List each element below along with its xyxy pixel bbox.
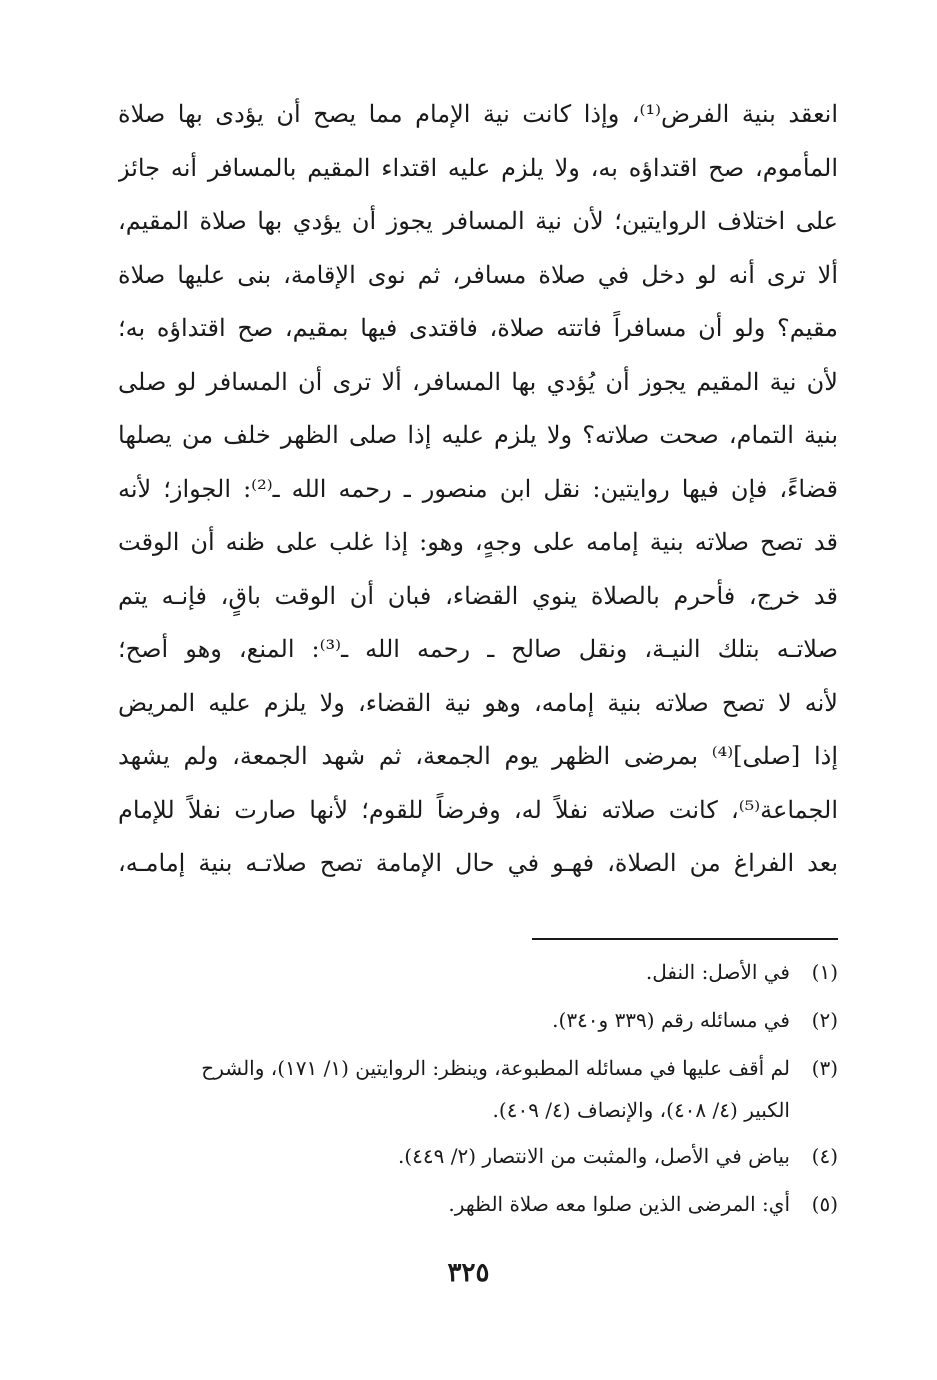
footnote-item xyxy=(118,1182,838,1226)
footnote-text xyxy=(118,1046,790,1130)
page-number: ٣٢٥ xyxy=(447,1258,490,1288)
footnote-separator xyxy=(532,938,838,940)
text-line: قد تصح صلاته بنية إمامه على وجهٍ، وهو: إذا غلب على ظنه أن الوقت xyxy=(118,528,838,556)
text-line: قد خرج، فأحرم بالصلاة ينوي القضاء، فبان أن الوقت باقٍ، فإنـه يتم xyxy=(118,581,838,610)
footnote-text-continuation: الكبير (٤/ ٤٠٨)، والإنصاف (٤/ ٤٠٩). xyxy=(492,1098,790,1122)
footnote-number: (٥) xyxy=(811,1192,838,1216)
footnote-text xyxy=(118,998,790,1042)
footnote-text xyxy=(118,1134,790,1178)
footnote-text-line: بياض في الأصل، والمثبت من الانتصار (٢/ ٤٤٩). xyxy=(397,1144,790,1168)
text-line: صلاتـه بتلك النيـة، ونقل صالح ـ رحمه الله ـ⁽³⁾: المنع، وهو أصح؛ xyxy=(118,635,838,663)
text-line: ألا ترى أنه لو دخل في صلاة مسافر، ثم نوى الإقامة، بنى عليها صلاة xyxy=(118,260,838,289)
footnote-number: (٣) xyxy=(811,1056,838,1080)
text-line: لأنه لا تصح صلاته بنية إمامه، وهو نية القضاء، ولا يلزم عليه المريض xyxy=(118,688,838,717)
footnote-text xyxy=(118,1182,790,1226)
text-line: قضاءً، فإن فيها روايتين: نقل ابن منصور ـ رحمه الله ـ⁽²⁾: الجواز؛ لأنه xyxy=(118,474,838,503)
footnotes xyxy=(118,950,838,1230)
text-line: بعد الفراغ من الصلاة، فهـو في حال الإمامة تصح صلاتـه بنية إمامـه، xyxy=(118,849,838,877)
text-line: انعقد بنية الفرض⁽¹⁾، وإذا كانت نية الإمام مما يصح أن يؤدى بها صلاة xyxy=(118,100,838,128)
text-line: الجماعة⁽⁵⁾، كانت صلاته نفلاً له، وفرضاً للقوم؛ لأنها صارت نفلاً للإمام xyxy=(118,795,838,824)
footnote-item xyxy=(118,998,838,1042)
footnote-text xyxy=(118,950,790,994)
footnote-text-line: أي: المرضى الذين صلوا معه صلاة الظهر. xyxy=(448,1192,790,1216)
text-line: على اختلاف الروايتين؛ لأن نية المسافر يجوز أن يؤدي بها صلاة المقيم، xyxy=(118,207,838,235)
footnote-text-line: لم أقف عليها في مسائله المطبوعة، وينظر: الروايتين (١/ ١٧١)، والشرح xyxy=(201,1056,790,1080)
text-line: المأموم، صح اقتداؤه به، ولا يلزم عليه اقتداء المقيم بالمسافر أنه جائز xyxy=(118,153,838,182)
main-text xyxy=(118,88,838,891)
footnote-number: (١) xyxy=(811,960,838,984)
footnote-item xyxy=(118,1134,838,1178)
text-line: بنية التمام، صحت صلاته؟ ولا يلزم عليه إذا صلى الظهر خلف من يصلها xyxy=(118,421,838,449)
footnote-item xyxy=(118,1046,838,1130)
text-line: لأن نية المقيم يجوز أن يُؤدي بها المسافر، ألا ترى أن المسافر لو صلى xyxy=(118,367,838,396)
text-line: إذا [صلى]⁽⁴⁾ بمرضى الظهر يوم الجمعة، ثم شهد الجمعة، ولم يشهد xyxy=(118,742,838,770)
footnote-number: (٢) xyxy=(811,1008,838,1032)
footnote-text-line: في مسائله رقم (٣٣٩ و٣٤٠). xyxy=(552,1008,790,1032)
footnote-item xyxy=(118,950,838,994)
footnote-number: (٤) xyxy=(811,1144,838,1168)
text-line: مقيم؟ ولو أن مسافراً فاتته صلاة، فاقتدى فيها بمقيم، صح اقتداؤه به؛ xyxy=(118,314,838,342)
footnote-text-line: في الأصل: النفل. xyxy=(645,960,790,984)
